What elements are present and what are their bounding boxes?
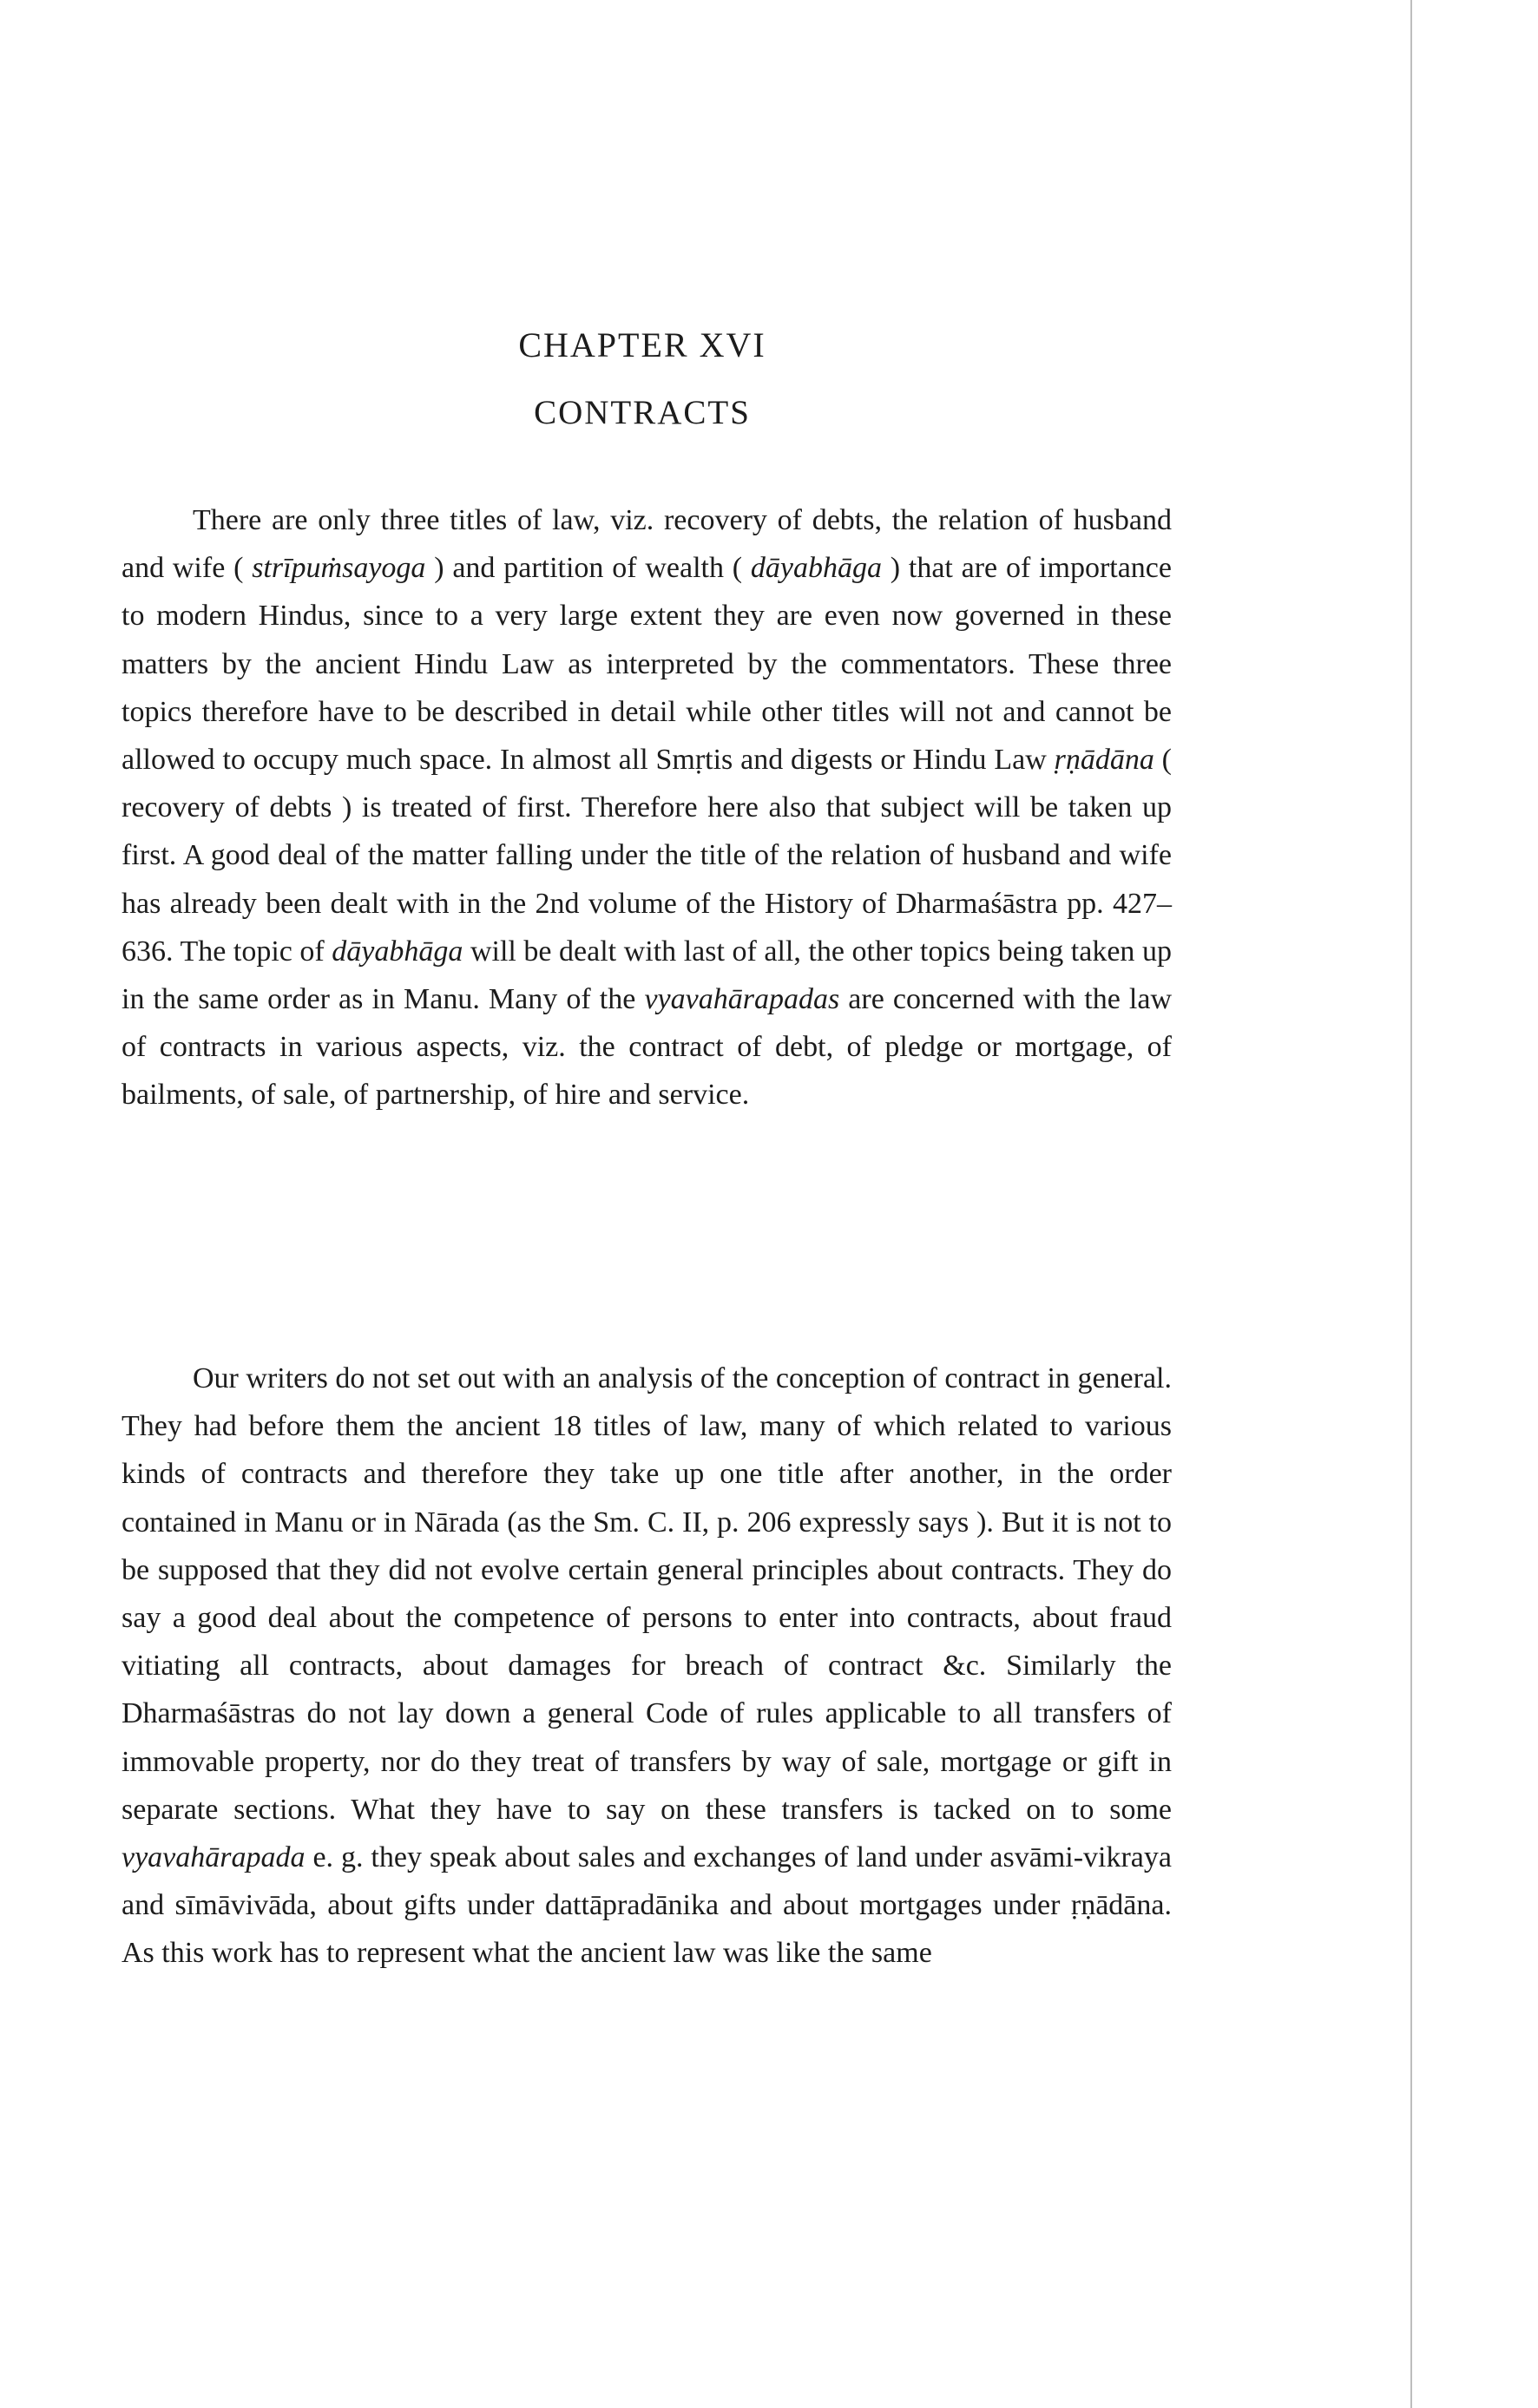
text-run: ) that are of importance to modern Hindus, since to a very large extent they are even now governed in these matters by the ancient Hindu Law as interpreted by the commentators. These three topics therefore have to be described in detail while other titles will not and cannot be allowed to occupy much space. In almost all Smṛtis and digests or Hindu Law xyxy=(122,552,1172,777)
text-run: will be dealt with last of all, the other topics being taken up in the same order as in Manu. Many of the xyxy=(122,935,1172,1016)
text-run: ) and partition of wealth ( xyxy=(425,552,751,585)
text-run: ( recovery of debts ) is treated of first. Therefore here also that subject will be taken up first. A good deal of the matter falling under the title of the relation of husband and wife has already been dealt with in the 2nd volume of the History of Dharmaśāstra pp. 427–636. The topic of xyxy=(122,744,1172,968)
text-run: are concerned with the law of contracts in various aspects, viz. the contract of debt, of pledge or mortgage, of bailments, of sale, of partnership, of hire and service. xyxy=(122,983,1172,1112)
chapter-title: CONTRACTS xyxy=(534,394,751,431)
italic-term: dāyabhāga xyxy=(332,935,463,968)
italic-term: strīpuṁsayoga xyxy=(252,552,426,585)
italic-term: ṛṇādāna xyxy=(1054,744,1154,777)
italic-term: dāyabhāga xyxy=(750,552,882,585)
italic-term: vyavahārapadas xyxy=(644,983,840,1016)
text-run: There are only three titles of law, viz. recovery of debts, the relation of husband and wife ( xyxy=(122,504,1172,585)
text-run: Our writers do not set out with an analysis of the conception of contract in general. They had before them the ancient 18 titles of law, many of which related to various kinds of contracts and therefore they take up one title after another, in the order contained in Manu or in Nārada (as the Sm. C. II, p. 206 expressly says ). But it is not to be supposed that they did not evolve certain general principles about contracts. They do say a good deal about the competence of persons to enter into contracts, about fraud vitiating all contracts, about damages for breach of contract &c. Similarly the Dharmaśāstras do not lay down a general Code of rules applicable to all transfers of immovable property, nor do they treat of transfers by way of sale, mortgage or gift in separate sections. What they have to say on these transfers is tacked on to some xyxy=(122,1362,1172,1826)
paragraph-1 xyxy=(122,496,1172,1119)
text-run: e. g. they speak about sales and exchanges of land under asvāmi-vikraya and sīmāvivāda, about gifts under dattāpradānika and about mortgages under ṛṇādāna. As this work has to represent what the ancient law was like the same xyxy=(122,1841,1172,1970)
italic-term: vyavahārapada xyxy=(122,1841,306,1874)
chapter-number: CHAPTER XVI xyxy=(518,325,766,364)
paragraph-2 xyxy=(122,1355,1172,1978)
page-edge-line xyxy=(1410,0,1412,2408)
